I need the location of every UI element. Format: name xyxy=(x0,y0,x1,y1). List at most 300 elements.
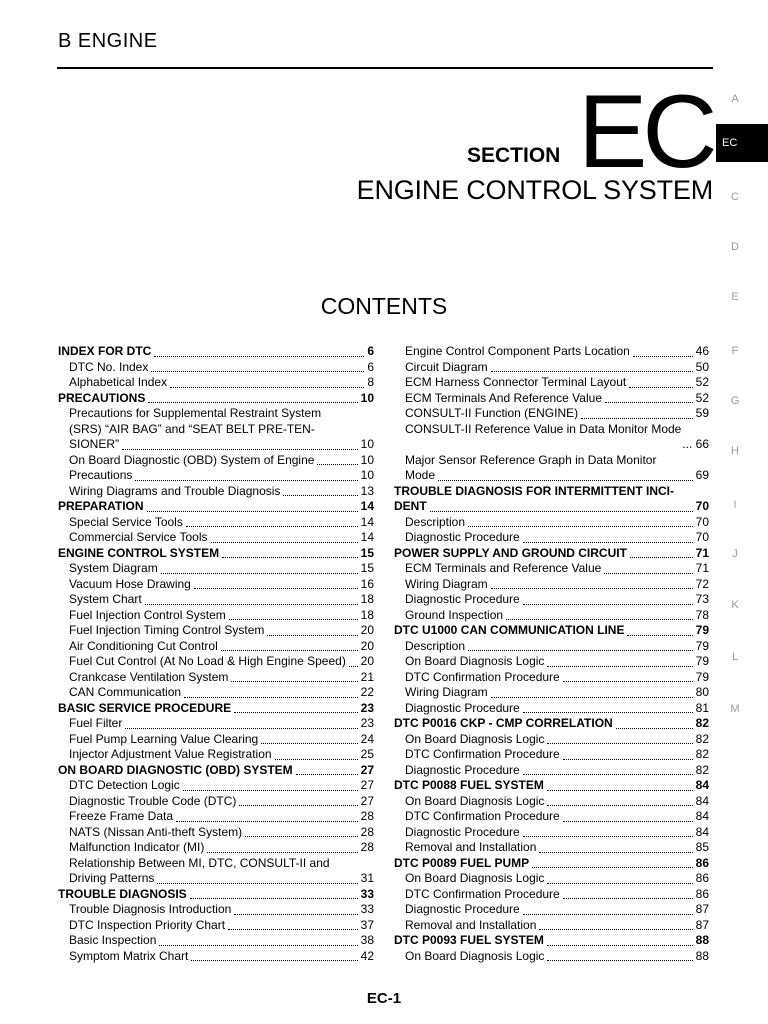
toc-entry-page: 21 xyxy=(360,669,374,684)
dot-leader xyxy=(190,888,358,899)
side-tab-i[interactable]: I xyxy=(733,499,737,511)
contents-heading-text: CONTENTS xyxy=(320,293,448,319)
toc-entry-page-continuation: ... 66 xyxy=(682,437,709,451)
side-tab-g[interactable]: G xyxy=(730,395,740,407)
dot-leader xyxy=(523,594,693,605)
toc-entry[interactable] xyxy=(394,608,709,624)
toc-entry-page: 73 xyxy=(695,592,709,606)
toc-entry[interactable] xyxy=(394,685,709,701)
side-tab-m[interactable]: M xyxy=(730,703,740,715)
toc-entry-label: Diagnostic Procedure xyxy=(405,824,520,839)
toc-entry-label: On Board Diagnosis Logic xyxy=(405,654,545,668)
dot-leader xyxy=(491,687,693,698)
dot-leader xyxy=(523,826,693,837)
toc-entry-page: 82 xyxy=(695,762,709,777)
dot-leader xyxy=(147,501,358,512)
toc-entry-label: Fuel Filter xyxy=(69,716,123,730)
dot-leader xyxy=(547,780,693,791)
dot-leader xyxy=(563,749,693,760)
dot-leader xyxy=(563,888,693,899)
dot-leader xyxy=(183,780,358,791)
toc-entry-page: 86 xyxy=(695,886,709,901)
toc-entry-label: Commercial Service Tools xyxy=(69,530,208,544)
toc-entry-page: 15 xyxy=(360,545,374,560)
toc-entry-label: Diagnostic Procedure xyxy=(405,700,520,715)
dot-leader xyxy=(547,935,693,946)
toc-heading-entry[interactable] xyxy=(58,344,374,360)
toc-entry-page: 10 xyxy=(360,390,374,405)
toc-heading-entry[interactable] xyxy=(394,778,709,794)
toc-entry-label: Trouble Diagnosis Introduction xyxy=(69,902,232,916)
toc-heading-entry[interactable] xyxy=(58,499,374,515)
toc-entry-label: Fuel Cut Control (At No Load & High Engine Speed) xyxy=(69,654,346,668)
header-rule xyxy=(57,67,713,69)
dot-leader xyxy=(221,640,358,651)
dot-leader xyxy=(245,826,357,837)
toc-entry[interactable] xyxy=(58,561,374,577)
dot-leader xyxy=(468,640,693,651)
dot-leader xyxy=(547,656,692,667)
toc-entry-label: PREPARATION xyxy=(58,499,144,513)
toc-entry-page: 50 xyxy=(695,359,709,374)
dot-leader xyxy=(275,749,358,760)
toc-entry-page: 14 xyxy=(360,530,374,544)
toc-entry-page: 20 xyxy=(360,654,374,668)
toc-entry-page: 84 xyxy=(695,793,709,808)
toc-entry[interactable] xyxy=(58,360,374,376)
toc-entry-label: Fuel Pump Learning Value Clearing xyxy=(69,731,259,746)
toc-entry-label: Wiring Diagram xyxy=(405,685,488,699)
toc-entry-label: DTC Confirmation Procedure xyxy=(405,809,560,823)
dot-leader xyxy=(148,392,357,403)
toc-left-column xyxy=(58,344,374,964)
toc-entry-label: ON BOARD DIAGNOSTIC (OBD) SYSTEM xyxy=(58,762,293,777)
toc-entry-page: 69 xyxy=(695,468,709,482)
toc-entry[interactable] xyxy=(58,794,374,810)
toc-entry-page: 28 xyxy=(360,824,374,839)
toc-entry-label: DENT xyxy=(394,499,427,513)
toc-entry-label: Freeze Frame Data xyxy=(69,809,174,823)
toc-entry-line: CONSULT-II Reference Value in Data Monitor Mode xyxy=(405,421,682,436)
toc-entry-page: 88 xyxy=(695,948,709,963)
toc-entry-label: DTC P0089 FUEL PUMP xyxy=(394,855,530,870)
toc-entry-page: 70 xyxy=(695,530,709,544)
toc-entry-page: 42 xyxy=(360,948,374,963)
toc-entry-label: Diagnostic Trouble Code (DTC) xyxy=(69,793,237,808)
toc-entry-page: 70 xyxy=(695,499,709,513)
dot-leader xyxy=(228,919,358,930)
toc-entry-page: 14 xyxy=(360,499,374,513)
toc-heading-entry[interactable] xyxy=(394,623,709,639)
header-title: B ENGINE xyxy=(58,30,158,52)
toc-entry[interactable] xyxy=(58,515,374,531)
dot-leader xyxy=(523,532,693,543)
toc-entry[interactable] xyxy=(394,809,709,825)
toc-entry-label: INDEX FOR DTC xyxy=(58,344,152,358)
toc-entry[interactable] xyxy=(58,484,374,500)
dot-leader xyxy=(604,563,692,574)
toc-entry-page: 18 xyxy=(360,607,374,622)
toc-entry-page: 10 xyxy=(360,468,374,482)
toc-entry-page: 86 xyxy=(695,871,709,885)
dot-leader xyxy=(176,811,358,822)
dot-leader xyxy=(349,656,358,667)
toc-entry-page: 72 xyxy=(695,576,709,591)
toc-heading-entry[interactable] xyxy=(58,887,374,903)
dot-leader xyxy=(229,609,358,620)
toc-entry-page: 82 xyxy=(695,716,709,730)
toc-entry-page: 88 xyxy=(695,933,709,947)
toc-entry-label: TROUBLE DIAGNOSIS xyxy=(58,886,187,901)
toc-entry-label: DTC P0016 CKP - CMP CORRELATION xyxy=(394,716,613,730)
toc-entry-label: Diagnostic Procedure xyxy=(405,530,520,544)
toc-entry-page: 38 xyxy=(360,933,374,947)
dot-leader xyxy=(151,361,364,372)
dot-leader xyxy=(261,733,357,744)
toc-heading-entry[interactable] xyxy=(394,499,709,515)
toc-entry[interactable] xyxy=(58,918,374,934)
toc-entry-label: Ground Inspection xyxy=(405,607,504,622)
toc-entry[interactable] xyxy=(394,639,709,655)
toc-entry-page: 71 xyxy=(695,561,709,575)
toc-entry[interactable] xyxy=(58,530,374,546)
section-label: SECTION xyxy=(467,144,561,167)
dot-leader xyxy=(283,485,357,496)
toc-entry[interactable] xyxy=(58,871,374,887)
toc-entry-label: Mode xyxy=(405,468,436,482)
toc-entry[interactable] xyxy=(394,918,709,934)
toc-heading-entry[interactable] xyxy=(58,763,374,779)
toc-entry[interactable] xyxy=(394,949,709,965)
toc-entry-page: 80 xyxy=(695,685,709,699)
dot-leader xyxy=(125,718,357,729)
side-tab-a[interactable]: A xyxy=(731,93,739,105)
toc-entry[interactable] xyxy=(394,902,709,918)
toc-entry-label: On Board Diagnosis Logic xyxy=(405,871,545,885)
toc-entry[interactable] xyxy=(394,840,709,856)
toc-entry-label: BASIC SERVICE PROCEDURE xyxy=(58,700,232,715)
toc-entry-label: Diagnostic Procedure xyxy=(405,592,520,606)
toc-entry-page: 18 xyxy=(360,592,374,606)
toc-entry-label: On Board Diagnostic (OBD) System of Engine xyxy=(69,452,315,467)
toc-entry[interactable] xyxy=(58,716,374,732)
toc-entry-label: Removal and Installation xyxy=(405,840,537,854)
toc-entry-label: DTC P0088 FUEL SYSTEM xyxy=(394,778,544,792)
dot-leader xyxy=(523,904,693,915)
dot-leader xyxy=(523,702,693,713)
toc-entry-page: 79 xyxy=(695,638,709,653)
toc-entry-label: CAN Communication xyxy=(69,685,182,699)
dot-leader xyxy=(532,857,692,868)
toc-entry[interactable] xyxy=(58,654,374,670)
toc-entry-label: Wiring Diagrams and Trouble Diagnosis xyxy=(69,483,281,498)
dot-leader xyxy=(231,671,357,682)
toc-entry-page: 27 xyxy=(360,778,374,792)
toc-entry[interactable] xyxy=(58,778,374,794)
dot-leader xyxy=(630,547,693,558)
toc-entry-page: 33 xyxy=(360,886,374,901)
toc-entry-label: Injector Adjustment Value Registration xyxy=(69,747,272,761)
toc-entry-label: DTC Inspection Priority Chart xyxy=(69,917,226,932)
toc-entry-page: 52 xyxy=(695,375,709,389)
side-tab-index xyxy=(716,80,768,730)
toc-entry[interactable] xyxy=(394,391,709,407)
toc-entry-label: Basic Inspection xyxy=(69,933,157,947)
dot-leader xyxy=(296,764,358,775)
toc-entry-label: DTC No. Index xyxy=(69,359,149,374)
dot-leader xyxy=(122,439,358,450)
toc-entry-page: 79 xyxy=(695,669,709,684)
toc-entry[interactable] xyxy=(394,887,709,903)
toc-entry[interactable] xyxy=(394,670,709,686)
toc-entry[interactable] xyxy=(58,747,374,763)
toc-entry[interactable] xyxy=(58,840,374,856)
toc-entry-page: 15 xyxy=(360,561,374,575)
toc-entry-page: 27 xyxy=(360,793,374,808)
toc-entry[interactable] xyxy=(58,375,374,391)
toc-entry-page: 20 xyxy=(360,638,374,653)
toc-entry-page: 85 xyxy=(695,840,709,854)
toc-entry[interactable] xyxy=(58,933,374,949)
toc-entry-line: Major Sensor Reference Graph in Data Monitor xyxy=(405,452,657,467)
toc-entry-label: On Board Diagnosis Logic xyxy=(405,731,545,746)
toc-entry-label: ECM Harness Connector Terminal Layout xyxy=(405,375,627,389)
dot-leader xyxy=(184,687,358,698)
toc-entry[interactable] xyxy=(58,949,374,965)
dot-leader xyxy=(170,377,364,388)
toc-entry-line: Relationship Between MI, DTC, CONSULT-II and xyxy=(69,855,330,870)
toc-entry[interactable] xyxy=(394,406,709,422)
dot-leader xyxy=(267,625,357,636)
dot-leader xyxy=(547,733,692,744)
toc-entry-label: ENGINE CONTROL SYSTEM xyxy=(58,545,220,560)
toc-entry-page: 8 xyxy=(367,375,374,389)
toc-entry[interactable] xyxy=(58,732,374,748)
toc-entry-label: Driving Patterns xyxy=(69,871,155,885)
toc-entry-page: 84 xyxy=(695,809,709,823)
toc-entry-page: 33 xyxy=(360,902,374,916)
dot-leader xyxy=(468,516,693,527)
toc-entry[interactable] xyxy=(394,732,709,748)
dot-leader xyxy=(491,361,693,372)
toc-entry[interactable] xyxy=(394,592,709,608)
toc-entry-label: Air Conditioning Cut Control xyxy=(69,638,218,653)
side-tab-c[interactable]: C xyxy=(731,191,739,203)
toc-entry-line: TROUBLE DIAGNOSIS FOR INTERMITTENT INCI- xyxy=(394,483,674,498)
dot-leader xyxy=(491,578,693,589)
dot-leader xyxy=(161,563,358,574)
toc-entry[interactable] xyxy=(394,701,709,717)
toc-entry-page: 28 xyxy=(360,840,374,854)
side-tab-ec[interactable]: EC xyxy=(716,124,768,162)
toc-entry-label: NATS (Nissan Anti-theft System) xyxy=(69,824,243,839)
side-tab-k[interactable]: K xyxy=(731,599,739,611)
toc-entry-page: 82 xyxy=(695,731,709,746)
dot-leader xyxy=(539,842,692,853)
dot-leader xyxy=(633,346,693,357)
toc-entry-page: 87 xyxy=(695,917,709,932)
toc-entry-label: ECM Terminals and Reference Value xyxy=(405,561,602,575)
toc-entry[interactable] xyxy=(58,825,374,841)
toc-entry[interactable] xyxy=(58,639,374,655)
toc-entry[interactable] xyxy=(58,608,374,624)
toc-right-column xyxy=(394,344,709,964)
toc-entry[interactable] xyxy=(394,360,709,376)
toc-entry[interactable] xyxy=(394,561,709,577)
toc-entry-page: 71 xyxy=(695,545,709,560)
toc-entry[interactable] xyxy=(394,344,709,360)
toc-entry-page: 25 xyxy=(360,747,374,761)
toc-entry[interactable] xyxy=(58,670,374,686)
side-tab-f[interactable]: F xyxy=(731,345,739,357)
toc-entry-page: 28 xyxy=(360,809,374,823)
dot-leader xyxy=(194,578,358,589)
toc-entry-label: Removal and Installation xyxy=(405,917,537,932)
toc-entry-label: DTC Confirmation Procedure xyxy=(405,886,560,901)
toc-entry-page: 16 xyxy=(360,576,374,591)
toc-entry-label: Fuel Injection Control System xyxy=(69,607,226,622)
toc-entry-page: 70 xyxy=(695,514,709,529)
toc-entry[interactable] xyxy=(58,809,374,825)
toc-entry-label: POWER SUPPLY AND GROUND CIRCUIT xyxy=(394,545,627,560)
toc-entry-page: 6 xyxy=(367,344,374,358)
toc-entry-page: 22 xyxy=(360,685,374,699)
toc-entry-label: Engine Control Component Parts Location xyxy=(405,344,630,358)
toc-entry-label: Crankcase Ventilation System xyxy=(69,669,229,684)
toc-entry-page: 79 xyxy=(695,654,709,668)
toc-entry[interactable] xyxy=(394,515,709,531)
toc-entry-label: DTC Detection Logic xyxy=(69,778,180,792)
toc-entry[interactable] xyxy=(394,871,709,887)
toc-entry-page: 78 xyxy=(695,607,709,622)
toc-heading-entry[interactable] xyxy=(58,546,374,562)
toc-entry-page: 82 xyxy=(695,747,709,761)
toc-entry-label: Special Service Tools xyxy=(69,514,183,529)
contents-heading xyxy=(0,293,768,320)
toc-entry[interactable] xyxy=(58,468,374,484)
toc-entry[interactable] xyxy=(58,902,374,918)
toc-entry[interactable] xyxy=(58,577,374,593)
toc-entry-page: 37 xyxy=(360,917,374,932)
toc-entry-label: CONSULT-II Function (ENGINE) xyxy=(405,406,579,420)
toc-entry-label: Description xyxy=(405,638,466,653)
dot-leader xyxy=(539,919,692,930)
toc-entry[interactable] xyxy=(394,825,709,841)
toc-entry-label: System Chart xyxy=(69,592,142,606)
section-name: ENGINE CONTROL SYSTEM xyxy=(356,175,713,205)
dot-leader xyxy=(581,408,692,419)
dot-leader xyxy=(234,904,357,915)
toc-entry[interactable] xyxy=(394,530,709,546)
toc-entry-label: DTC P0093 FUEL SYSTEM xyxy=(394,933,544,947)
toc-entry[interactable] xyxy=(394,577,709,593)
toc-entry-label: DTC Confirmation Procedure xyxy=(405,747,560,761)
toc-entry-label: SIONER” xyxy=(69,437,120,451)
toc-entry-page: 79 xyxy=(695,623,709,637)
toc-entry[interactable] xyxy=(394,468,709,484)
toc-entry-label: Alphabetical Index xyxy=(69,375,168,389)
toc-entry[interactable] xyxy=(394,763,709,779)
side-tab-h[interactable]: H xyxy=(731,445,739,457)
toc-heading-entry[interactable] xyxy=(394,716,709,732)
toc-entry-label: Malfunction Indicator (MI) xyxy=(69,840,205,854)
toc-entry-page: 10 xyxy=(360,452,374,467)
dot-leader xyxy=(438,470,693,481)
toc-entry-page: 14 xyxy=(360,514,374,529)
dot-leader xyxy=(154,346,364,357)
dot-leader xyxy=(523,764,693,775)
toc-entry-page: 6 xyxy=(367,359,374,374)
toc-entry-label: Wiring Diagram xyxy=(405,576,488,591)
toc-entry-page: 24 xyxy=(360,731,374,746)
toc-entry[interactable] xyxy=(58,437,374,453)
toc-entry[interactable] xyxy=(58,623,374,639)
toc-entry-label: On Board Diagnosis Logic xyxy=(405,948,545,963)
toc-entry[interactable] xyxy=(394,794,709,810)
toc-heading-entry[interactable] xyxy=(58,391,374,407)
toc-entry[interactable] xyxy=(58,453,374,469)
toc-heading-entry[interactable] xyxy=(394,933,709,949)
dot-leader xyxy=(157,873,357,884)
toc-entry-page: 23 xyxy=(360,700,374,715)
toc-entry-page: 31 xyxy=(360,871,374,885)
side-tab-e[interactable]: E xyxy=(731,291,739,303)
toc-entry-label: Fuel Injection Timing Control System xyxy=(69,623,265,637)
toc-heading-entry[interactable] xyxy=(394,856,709,872)
toc-entry[interactable] xyxy=(394,654,709,670)
dot-leader xyxy=(211,532,358,543)
dot-leader xyxy=(191,950,357,961)
toc-entry[interactable] xyxy=(394,375,709,391)
toc-entry[interactable] xyxy=(58,685,374,701)
toc-entry-label: On Board Diagnosis Logic xyxy=(405,793,545,808)
dot-leader xyxy=(563,811,693,822)
dot-leader xyxy=(616,718,693,729)
toc-entry-label: DTC U1000 CAN COMMUNICATION LINE xyxy=(394,623,625,637)
toc-entry-page: 13 xyxy=(360,483,374,498)
dot-leader xyxy=(547,950,692,961)
dot-leader xyxy=(159,935,357,946)
toc-entry-label: DTC Confirmation Procedure xyxy=(405,669,560,684)
toc-entry-page: 86 xyxy=(695,855,709,870)
section-code: EC xyxy=(578,74,713,190)
dot-leader xyxy=(629,377,692,388)
toc-entry-label: Symptom Matrix Chart xyxy=(69,948,189,963)
toc-entry-label: Precautions xyxy=(69,468,133,482)
toc-entry-label: PRECAUTIONS xyxy=(58,390,146,405)
toc-heading-entry[interactable] xyxy=(58,701,374,717)
dot-leader xyxy=(222,547,358,558)
toc-entry-page: 10 xyxy=(360,437,374,451)
toc-entry-line: Precautions for Supplemental Restraint System xyxy=(69,406,322,420)
side-tab-d[interactable]: D xyxy=(731,241,739,253)
dot-leader xyxy=(135,470,357,481)
toc-entry-label: Circuit Diagram xyxy=(405,359,488,374)
toc-entry[interactable] xyxy=(58,592,374,608)
dot-leader xyxy=(547,873,692,884)
page-number: EC-1 xyxy=(366,990,402,1007)
dot-leader xyxy=(317,454,357,465)
side-tab-j[interactable]: J xyxy=(732,548,738,560)
dot-leader xyxy=(239,795,357,806)
dot-leader xyxy=(506,609,693,620)
toc-entry-page: 23 xyxy=(360,716,374,730)
toc-entry-label: Vacuum Hose Drawing xyxy=(69,576,191,591)
toc-heading-entry[interactable] xyxy=(394,546,709,562)
dot-leader xyxy=(207,842,357,853)
toc-entry[interactable] xyxy=(394,747,709,763)
side-tab-l[interactable]: L xyxy=(731,651,739,663)
